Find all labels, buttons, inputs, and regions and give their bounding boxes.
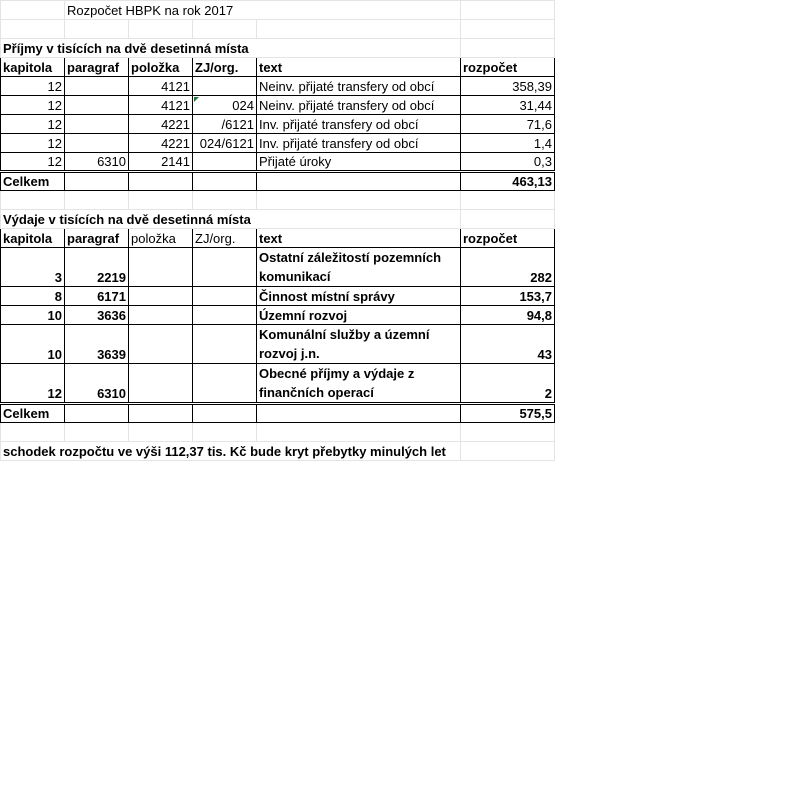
table-row: [1, 77, 555, 96]
cell[interactable]: [65, 20, 129, 39]
cell[interactable]: [461, 210, 555, 229]
header-paragraf[interactable]: paragraf: [65, 229, 129, 248]
cell[interactable]: [1, 423, 65, 442]
expense-total-label[interactable]: Celkem: [1, 404, 65, 423]
cell-paragraf[interactable]: [65, 77, 129, 96]
cell-rozpocet[interactable]: 43: [461, 325, 555, 364]
table-row: [1, 287, 555, 306]
cell-polozka[interactable]: [129, 325, 193, 364]
cell-polozka[interactable]: [129, 306, 193, 325]
cell[interactable]: [257, 423, 461, 442]
header-polozka[interactable]: položka: [129, 58, 193, 77]
text-number-marker-icon: [194, 97, 199, 102]
cell-zj-org[interactable]: [193, 287, 257, 306]
cell-zj-org[interactable]: [193, 77, 257, 96]
cell-polozka[interactable]: [129, 364, 193, 404]
cell[interactable]: [193, 20, 257, 39]
table-row: [1, 325, 555, 364]
table-row: [1, 134, 555, 153]
cell[interactable]: [65, 423, 129, 442]
cell-paragraf[interactable]: [65, 96, 129, 115]
cell-text[interactable]: Činnost místní správy: [257, 287, 461, 306]
budget-table: [0, 0, 555, 461]
cell-rozpocet[interactable]: 71,6: [461, 115, 555, 134]
cell-rozpocet[interactable]: 0,3: [461, 153, 555, 172]
cell[interactable]: [461, 1, 555, 20]
expense-heading[interactable]: Výdaje v tisících na dvě desetinná místa: [1, 210, 461, 229]
expense-header-row: [1, 229, 555, 248]
cell[interactable]: [129, 20, 193, 39]
expense-total-row: [1, 404, 555, 423]
header-polozka[interactable]: položka: [129, 229, 193, 248]
header-zj-org[interactable]: ZJ/org.: [193, 229, 257, 248]
cell-polozka[interactable]: 4221: [129, 134, 193, 153]
cell-kapitola[interactable]: 12: [1, 96, 65, 115]
spreadsheet: [0, 0, 555, 461]
cell-rozpocet[interactable]: 282: [461, 248, 555, 287]
cell-polozka[interactable]: [129, 248, 193, 287]
cell-rozpocet[interactable]: 1,4: [461, 134, 555, 153]
cell-paragraf[interactable]: 6310: [65, 153, 129, 172]
table-row: [1, 248, 555, 287]
cell-kapitola[interactable]: 12: [1, 77, 65, 96]
cell-text[interactable]: Inv. přijaté transfery od obcí: [257, 134, 461, 153]
cell-polozka[interactable]: 4121: [129, 96, 193, 115]
table-row: [1, 115, 555, 134]
income-heading[interactable]: Příjmy v tisících na dvě desetinná místa: [1, 39, 461, 58]
cell-zj-org[interactable]: 024/6121: [193, 134, 257, 153]
expense-total-value[interactable]: 575,5: [461, 404, 555, 423]
cell-polozka[interactable]: [129, 287, 193, 306]
cell[interactable]: [193, 191, 257, 210]
cell-paragraf[interactable]: 6310: [65, 364, 129, 404]
cell-kapitola[interactable]: 12: [1, 153, 65, 172]
cell[interactable]: [129, 423, 193, 442]
cell-text[interactable]: Neinv. přijaté transfery od obcí: [257, 77, 461, 96]
cell-text[interactable]: Inv. přijaté transfery od obcí: [257, 115, 461, 134]
cell-kapitola[interactable]: 10: [1, 325, 65, 364]
cell-zj-org[interactable]: [193, 248, 257, 287]
cell[interactable]: [193, 172, 257, 191]
cell[interactable]: [129, 404, 193, 423]
cell-kapitola[interactable]: 12: [1, 364, 65, 404]
cell[interactable]: [65, 191, 129, 210]
cell[interactable]: [461, 423, 555, 442]
cell-zj-org[interactable]: [193, 325, 257, 364]
cell[interactable]: [129, 172, 193, 191]
cell-rozpocet[interactable]: 2: [461, 364, 555, 404]
header-text[interactable]: text: [257, 229, 461, 248]
cell[interactable]: [1, 191, 65, 210]
header-text[interactable]: text: [257, 58, 461, 77]
header-kapitola[interactable]: kapitola: [1, 229, 65, 248]
cell-kapitola[interactable]: 12: [1, 134, 65, 153]
sheet-title[interactable]: Rozpočet HBPK na rok 2017: [65, 1, 257, 20]
cell-text[interactable]: Neinv. přijaté transfery od obcí: [257, 96, 461, 115]
header-zj-org[interactable]: ZJ/org.: [193, 58, 257, 77]
cell-paragraf[interactable]: [65, 134, 129, 153]
cell-text[interactable]: Komunální služby a územní rozvoj j.n.: [257, 325, 461, 364]
cell-zj-org[interactable]: [193, 364, 257, 404]
cell-polozka[interactable]: 2141: [129, 153, 193, 172]
cell[interactable]: [129, 191, 193, 210]
header-kapitola[interactable]: kapitola: [1, 58, 65, 77]
cell-kapitola[interactable]: 3: [1, 248, 65, 287]
cell-rozpocet[interactable]: 153,7: [461, 287, 555, 306]
income-total-label[interactable]: Celkem: [1, 172, 65, 191]
cell-text[interactable]: Územní rozvoj: [257, 306, 461, 325]
cell-text[interactable]: Obecné příjmy a výdaje z finančních operací: [257, 364, 461, 404]
cell[interactable]: [1, 1, 65, 20]
table-row: [1, 153, 555, 172]
cell-zj-org[interactable]: /6121: [193, 115, 257, 134]
header-rozpocet[interactable]: rozpočet: [461, 229, 555, 248]
table-row: [1, 306, 555, 325]
cell-paragraf[interactable]: 2219: [65, 248, 129, 287]
cell[interactable]: [257, 172, 461, 191]
header-rozpocet[interactable]: rozpočet: [461, 58, 555, 77]
cell-zj-org[interactable]: [193, 153, 257, 172]
cell-kapitola[interactable]: 12: [1, 115, 65, 134]
income-total-row: [1, 172, 555, 191]
cell[interactable]: [65, 404, 129, 423]
cell[interactable]: [257, 20, 461, 39]
cell-text[interactable]: Přijaté úroky: [257, 153, 461, 172]
cell-zj-org[interactable]: [193, 96, 257, 115]
cell-zj-org[interactable]: [193, 306, 257, 325]
cell-rozpocet[interactable]: 31,44: [461, 96, 555, 115]
income-header-row: [1, 58, 555, 77]
cell-polozka[interactable]: 4121: [129, 77, 193, 96]
cell[interactable]: [461, 442, 555, 461]
cell[interactable]: [461, 191, 555, 210]
cell-polozka[interactable]: 4221: [129, 115, 193, 134]
cell-rozpocet[interactable]: 358,39: [461, 77, 555, 96]
deficit-note[interactable]: schodek rozpočtu ve výši 112,37 tis. Kč bude kryt přebytky minulých let: [1, 442, 461, 461]
header-paragraf[interactable]: paragraf: [65, 58, 129, 77]
cell[interactable]: [257, 191, 461, 210]
cell[interactable]: [1, 20, 65, 39]
cell[interactable]: [257, 1, 461, 20]
table-row: [1, 364, 555, 404]
table-row: [1, 96, 555, 115]
cell-zj-org-value: 024: [232, 98, 254, 113]
cell-text[interactable]: Ostatní záležitostí pozemních komunikací: [257, 248, 461, 287]
cell-paragraf[interactable]: 6171: [65, 287, 129, 306]
cell-rozpocet[interactable]: 94,8: [461, 306, 555, 325]
cell[interactable]: [193, 423, 257, 442]
cell-paragraf[interactable]: 3636: [65, 306, 129, 325]
cell-kapitola[interactable]: 10: [1, 306, 65, 325]
cell[interactable]: [65, 172, 129, 191]
cell-paragraf[interactable]: [65, 115, 129, 134]
income-total-value[interactable]: 463,13: [461, 172, 555, 191]
cell[interactable]: [257, 404, 461, 423]
cell[interactable]: [193, 404, 257, 423]
cell[interactable]: [461, 20, 555, 39]
cell-paragraf[interactable]: 3639: [65, 325, 129, 364]
cell-kapitola[interactable]: 8: [1, 287, 65, 306]
cell[interactable]: [461, 39, 555, 58]
